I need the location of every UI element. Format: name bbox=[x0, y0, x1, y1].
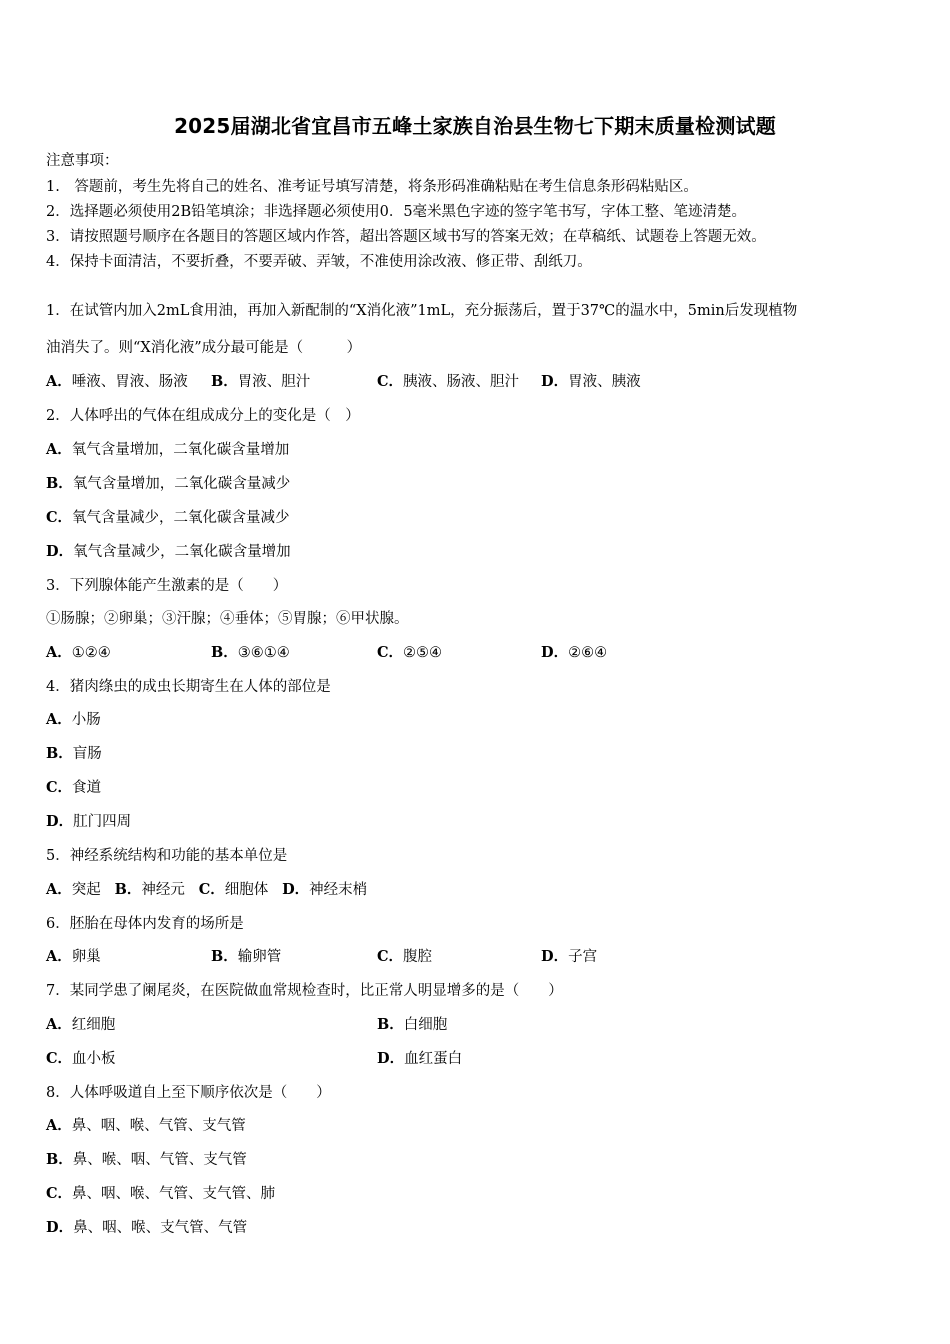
question-1-stem-line2: 油消失了。则“X消化液”成分最可能是（ ） bbox=[46, 340, 362, 356]
option-letter: B． bbox=[114, 881, 142, 898]
option-text: 白细胞 bbox=[403, 1017, 448, 1033]
question-6-option-d bbox=[541, 947, 597, 967]
option-text: 红细胞 bbox=[71, 1017, 116, 1033]
question-5-stem: 5．神经系统结构和功能的基本单位是 bbox=[46, 848, 288, 864]
question-1-option-c bbox=[377, 372, 519, 392]
notice-item-1: 1. 答题前，考生先将自己的姓名、准考证号填写清楚，将条形码准确粘贴在考生信息条形码粘贴区。 bbox=[46, 179, 698, 195]
option-text: 肛门四周 bbox=[73, 814, 132, 830]
option-text: 血红蛋白 bbox=[404, 1051, 463, 1067]
option-text: ①②④ bbox=[71, 645, 111, 661]
question-4-stem: 4．猪肉绦虫的成虫长期寄生在人体的部位是 bbox=[46, 679, 331, 695]
option-letter: C． bbox=[377, 644, 404, 661]
question-7-option-c bbox=[46, 1049, 116, 1069]
option-text: 盲肠 bbox=[72, 746, 102, 762]
option-letter: C． bbox=[46, 1185, 73, 1202]
option-text: 氧气含量增加，二氧化碳含量增加 bbox=[71, 442, 290, 458]
question-5-options bbox=[46, 880, 367, 900]
option-text: ③⑥①④ bbox=[237, 645, 290, 661]
option-letter: C． bbox=[46, 779, 73, 796]
question-8-option-c bbox=[46, 1184, 275, 1204]
option-letter: D． bbox=[46, 813, 74, 830]
question-6-stem: 6．胚胎在母体内发育的场所是 bbox=[46, 916, 244, 932]
option-text: 神经元 bbox=[141, 882, 185, 898]
option-text: 胰液、肠液、胆汁 bbox=[403, 374, 520, 390]
option-text: 氧气含量减少，二氧化碳含量增加 bbox=[73, 544, 291, 560]
question-6-option-c bbox=[377, 947, 432, 967]
option-text: 氧气含量增加，二氧化碳含量减少 bbox=[72, 476, 291, 492]
option-text: 食道 bbox=[72, 780, 102, 796]
question-3-gland-list: ①肠腺；②卵巢；③汗腺；④垂体；⑤胃腺；⑥甲状腺。 bbox=[46, 611, 409, 627]
option-letter: B． bbox=[211, 948, 238, 965]
question-4-option-c bbox=[46, 778, 101, 798]
option-letter: B． bbox=[377, 1016, 404, 1033]
option-text: 神经末梢 bbox=[309, 882, 368, 898]
option-letter: D． bbox=[541, 644, 569, 661]
option-letter: C． bbox=[46, 509, 73, 526]
question-7-stem: 7．某同学患了阑尾炎，在医院做血常规检查时，比正常人明显增多的是（ ） bbox=[46, 983, 563, 999]
option-text: 细胞体 bbox=[224, 882, 269, 898]
option-text: 腹腔 bbox=[403, 949, 433, 965]
notice-item-2: 2．选择题必须使用2B铅笔填涂；非选择题必须使用0．5毫米黑色字迹的签字笔书写，字体工整、笔迹清楚。 bbox=[46, 204, 747, 220]
question-6-option-a bbox=[46, 947, 101, 967]
question-6-option-b bbox=[211, 947, 281, 967]
question-3-option-c bbox=[377, 643, 442, 663]
option-letter: A． bbox=[46, 881, 72, 898]
question-8-option-d bbox=[46, 1218, 247, 1238]
option-letter: D． bbox=[46, 1219, 74, 1236]
question-1-stem-line1: 1．在试管内加入2mL食用油，再加入新配制的“X消化液”1mL，充分振荡后，置于37℃的温水中，5min后发现植物 bbox=[46, 303, 798, 319]
question-2-option-a bbox=[46, 440, 289, 460]
option-text: 小肠 bbox=[71, 712, 101, 728]
question-2-stem: 2．人体呼出的气体在组成成分上的变化是（ ） bbox=[46, 408, 360, 424]
notice-item-3: 3．请按照题号顺序在各题目的答题区域内作答，超出答题区域书写的答案无效；在草稿纸、试题卷上答题无效。 bbox=[46, 229, 766, 245]
notice-item-4: 4．保持卡面清洁，不要折叠，不要弄破、弄皱，不准使用涂改液、修正带、刮纸刀。 bbox=[46, 254, 592, 270]
option-letter: C． bbox=[46, 1050, 73, 1067]
option-text: 突起 bbox=[71, 882, 101, 898]
option-letter: C． bbox=[377, 373, 404, 390]
question-7-option-b bbox=[377, 1015, 447, 1035]
question-4-option-b bbox=[46, 744, 102, 764]
option-text: 唾液、胃液、肠液 bbox=[71, 374, 188, 390]
question-3-option-a bbox=[46, 643, 111, 663]
option-text: 卵巢 bbox=[71, 949, 101, 965]
option-letter: A． bbox=[46, 441, 72, 458]
option-letter: A． bbox=[46, 711, 72, 728]
question-1-option-d bbox=[541, 372, 641, 392]
option-letter: A． bbox=[46, 948, 72, 965]
option-text: 输卵管 bbox=[237, 949, 282, 965]
option-letter: B． bbox=[46, 745, 73, 762]
option-letter: D． bbox=[46, 543, 74, 560]
option-letter: D． bbox=[541, 948, 569, 965]
option-text: 鼻、咽、喉、气管、支气管 bbox=[71, 1118, 246, 1134]
option-text: 鼻、喉、咽、气管、支气管 bbox=[72, 1152, 247, 1168]
question-3-option-d bbox=[541, 643, 607, 663]
option-letter: A． bbox=[46, 1117, 72, 1134]
question-8-stem: 8．人体呼吸道自上至下顺序依次是（ ） bbox=[46, 1085, 331, 1101]
option-text: 鼻、咽、喉、支气管、气管 bbox=[73, 1220, 248, 1236]
option-letter: A． bbox=[46, 644, 72, 661]
option-text: ②⑤④ bbox=[403, 645, 443, 661]
question-3-stem: 3．下列腺体能产生激素的是（ ） bbox=[46, 578, 288, 594]
option-letter: D． bbox=[541, 373, 569, 390]
question-2-option-d bbox=[46, 542, 291, 562]
option-letter: B． bbox=[211, 644, 238, 661]
option-letter: A． bbox=[46, 373, 72, 390]
option-text: ②⑥④ bbox=[568, 645, 608, 661]
question-7-option-d bbox=[377, 1049, 462, 1069]
question-2-option-c bbox=[46, 508, 290, 528]
option-text: 胃液、胆汁 bbox=[237, 374, 311, 390]
option-text: 胃液、胰液 bbox=[568, 374, 641, 390]
page-title: 2025届湖北省宜昌市五峰土家族自治县生物七下期末质量检测试题 bbox=[174, 114, 776, 138]
notice-heading: 注意事项： bbox=[46, 153, 119, 169]
option-text: 氧气含量减少，二氧化碳含量减少 bbox=[72, 510, 290, 526]
question-4-option-d bbox=[46, 812, 131, 832]
question-2-option-b bbox=[46, 474, 290, 494]
option-letter: C． bbox=[198, 881, 225, 898]
question-8-option-b bbox=[46, 1150, 247, 1170]
question-1-option-b bbox=[211, 372, 310, 392]
option-text: 血小板 bbox=[72, 1051, 116, 1067]
option-letter: D． bbox=[282, 881, 310, 898]
option-letter: B． bbox=[211, 373, 238, 390]
question-1-option-a bbox=[46, 372, 188, 392]
option-letter: D． bbox=[377, 1050, 405, 1067]
option-text: 子宫 bbox=[568, 949, 598, 965]
question-8-option-a bbox=[46, 1116, 246, 1136]
option-text: 鼻、咽、喉、气管、支气管、肺 bbox=[72, 1186, 276, 1202]
question-3-option-b bbox=[211, 643, 290, 663]
option-letter: A． bbox=[46, 1016, 72, 1033]
question-4-option-a bbox=[46, 710, 101, 730]
option-letter: B． bbox=[46, 1151, 73, 1168]
question-7-option-a bbox=[46, 1015, 115, 1035]
option-letter: B． bbox=[46, 475, 73, 492]
option-letter: C． bbox=[377, 948, 404, 965]
